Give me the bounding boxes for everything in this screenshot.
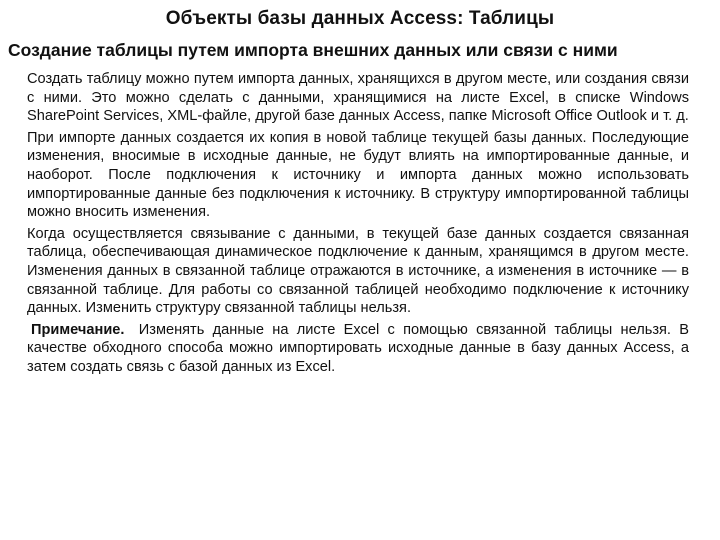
slide-body xyxy=(27,70,689,380)
paragraph-1: Создать таблицу можно путем импорта данных, хранящихся в другом месте, или создания связи с ними. Это можно сделать с данными, хранящимися на листе Excel, в списке Windows SharePoint Services, XML-файле, другой базе данных Access, папке Microsoft Office Outlook и т. д. xyxy=(27,71,689,125)
note-label: Примечание. xyxy=(31,321,125,338)
note-paragraph xyxy=(27,321,689,377)
paragraph-3: Когда осуществляется связывание с данными, в текущей базе данных создается связанная таблица, обеспечивающая динамическое подключение к данным, хранящимся в другом месте. Изменения данных в связанной таблице отражаются в источнике, а изменения в источнике — в связанной таблице. Для работы со связанной таблицей необходимо подключение к источнику данных. Изменить структуру связанной таблицы нельзя. xyxy=(27,225,689,317)
paragraph-2: При импорте данных создается их копия в новой таблице текущей базы данных. Последующие изменения, вносимые в исходные данные, не будут влиять на импортированные данные, и наоборот. После подключения к источнику и импорта данных можно использовать импортированные данные без подключения к источнику. В структуру импортированной таблицы можно вносить изменения. xyxy=(27,129,689,221)
slide-subtitle: Создание таблицы путем импорта внешних данных или связи с ними xyxy=(8,40,618,60)
slide-title: Объекты базы данных Access: Таблицы xyxy=(165,8,555,29)
note-text: Изменять данные на листе Excel с помощью связанной таблицы нельзя. В качестве обходного способа можно импортировать исходные данные в базу данных Access, а затем создать связь с базой данных из Excel. xyxy=(27,321,689,375)
